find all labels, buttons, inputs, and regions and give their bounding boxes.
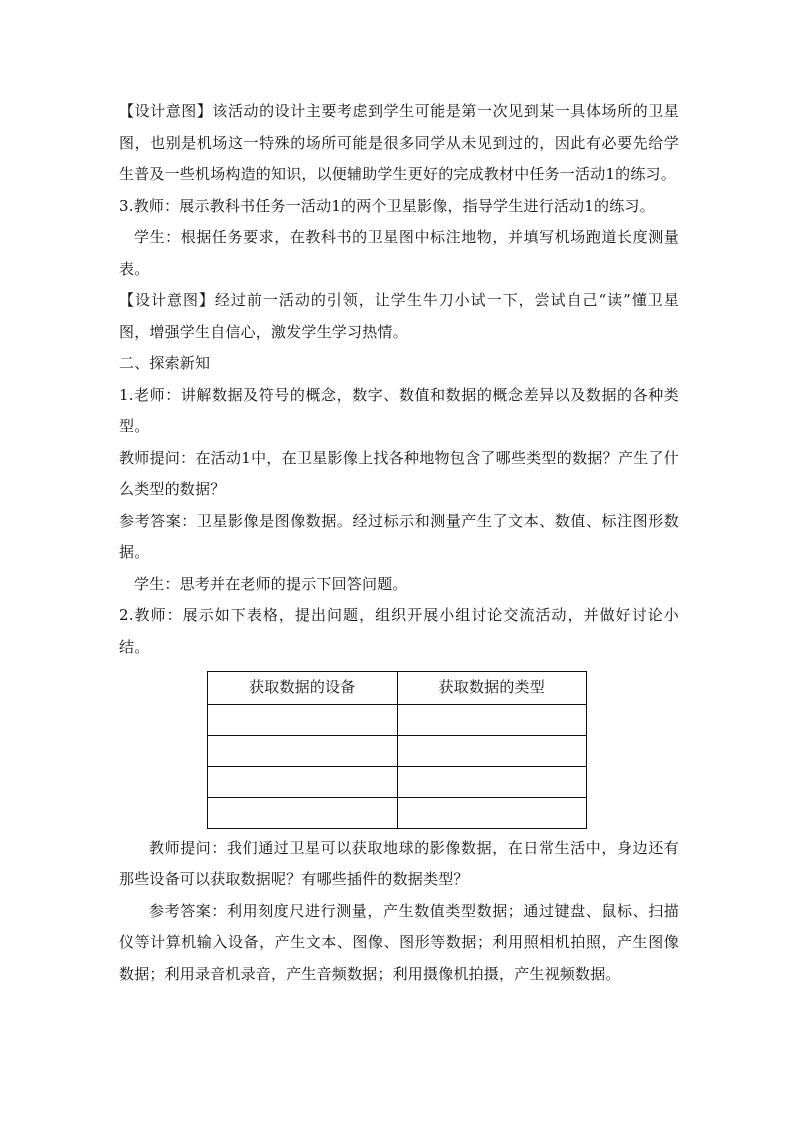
teacher-step-1-paragraph: 1.老师：讲解数据及符号的概念，数字、数值和数据的概念差异以及数据的各种类型。 xyxy=(119,385,679,435)
reference-answer-paragraph-1: 参考答案：卫星影像是图像数据。经过标示和测量产生了文本、数值、标注图形数据。 xyxy=(119,511,679,561)
table-cell xyxy=(208,735,398,766)
table-cell xyxy=(397,704,587,735)
teacher-step-2-paragraph: 2.教师：展示如下表格，提出问题，组织开展小组讨论交流活动，并做好讨论小结。 xyxy=(119,606,679,656)
table-cell xyxy=(397,797,587,828)
table-row xyxy=(208,735,587,766)
table-cell xyxy=(208,704,398,735)
table-header-device: 获取数据的设备 xyxy=(208,672,398,705)
table-row xyxy=(208,797,587,828)
table-cell xyxy=(208,797,398,828)
table-row xyxy=(208,704,587,735)
device-data-table xyxy=(207,671,587,829)
section-heading-explore: 二、探索新知 xyxy=(119,354,211,372)
device-data-table-wrapper xyxy=(207,671,587,829)
student-response-paragraph-2: 学生：思考并在老师的提示下回答问题。 xyxy=(134,574,408,593)
design-intent-paragraph-2: 【设计意图】经过前一活动的引领，让学生牛刀小试一下，尝试自己“读”懂卫星图，增强学生自信心，激发学生学习热情。 xyxy=(119,291,679,341)
table-row xyxy=(208,766,587,797)
teacher-step-3-paragraph: 3.教师：展示教科书任务一活动1的两个卫星影像，指导学生进行活动1的练习。 xyxy=(119,196,655,215)
table-cell xyxy=(208,766,398,797)
teacher-question-paragraph-2: 教师提问：我们通过卫星可以获取地球的影像数据，在日常生活中，身边还有那些设备可以获取数据呢？有哪些插件的数据类型？ xyxy=(119,838,679,888)
document-body xyxy=(119,96,679,990)
table-cell xyxy=(397,766,587,797)
table-header-row xyxy=(208,672,587,705)
design-intent-paragraph-1: 【设计意图】该活动的设计主要考虑到学生可能是第一次见到某一具体场所的卫星图，也别是机场这一特殊的场所可能是很多同学从未见到过的，因此有必要先给学生普及一些机场构造的知识，以便辅助学生更好的完成教材中任务一活动1的练习。 xyxy=(119,102,679,183)
table-header-type: 获取数据的类型 xyxy=(397,672,587,705)
teacher-question-paragraph-1: 教师提问：在活动1中，在卫星影像上找各种地物包含了哪些类型的数据？产生了什么类型的数据？ xyxy=(119,448,679,498)
student-response-paragraph-1: 学生：根据任务要求，在教科书的卫星图中标注地物，并填写机场跑道长度测量表。 xyxy=(119,228,679,278)
reference-answer-paragraph-2: 参考答案：利用刻度尺进行测量，产生数值类型数据；通过键盘、鼠标、扫描仪等计算机输入设备，产生文本、图像、图形等数据；利用照相机拍照，产生图像数据；利用录音机录音，产生音频数据；利用摄像机拍摄，产生视频数据。 xyxy=(119,901,679,983)
table-cell xyxy=(397,735,587,766)
